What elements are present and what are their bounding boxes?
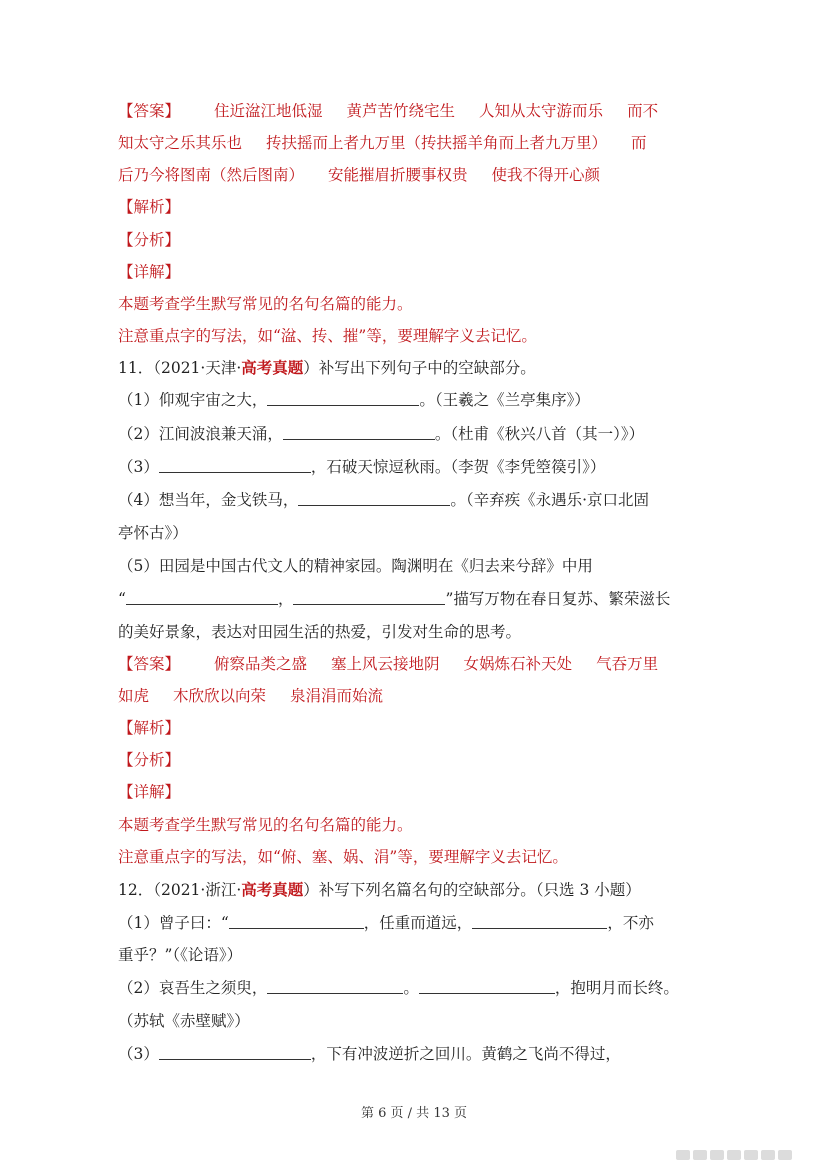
answer-text: 住近湓江地低湿 — [214, 102, 323, 120]
q11-item-3 — [118, 457, 716, 477]
item-text: ，不亦 — [607, 914, 654, 932]
fill-blank[interactable] — [159, 458, 311, 473]
q12-item-2 — [118, 978, 716, 998]
question-stem: ）补写下列名篇名句的空缺部分。（只选 3 小题） — [303, 881, 641, 899]
answer-text: 知太守之乐其乐也 — [118, 134, 243, 152]
item-text: （2）江间波浪兼天涌， — [118, 425, 283, 443]
answer-text: 气吞万里 — [596, 655, 659, 673]
answer-text: 后乃今将图南（然后图南） — [118, 166, 305, 184]
q12-item-1 — [118, 913, 716, 933]
item-text: （3） — [118, 458, 159, 476]
q11-item-5: （5）田园是中国古代文人的精神家园。陶渊明在《归去来兮辞》中用 — [118, 557, 593, 575]
answer-text: 使我不得开心颜 — [491, 166, 601, 184]
watermark — [676, 1145, 816, 1161]
source-badge: 高考真题 — [241, 880, 304, 899]
question-12-stem — [118, 880, 716, 900]
q12-item-1-cont: 重乎？”（《论语》） — [118, 946, 243, 964]
answer-tag: 【答案】 — [118, 655, 181, 673]
item-text: ”描写万物在春日复苏、繁荣滋长 — [445, 590, 671, 608]
breakdown-tag: 【分析】 — [118, 231, 181, 249]
item-text: （1）曾子曰：“ — [118, 914, 229, 932]
item-text: （4）想当年，金戈铁马， — [118, 491, 299, 509]
detail-tag: 【详解】 — [118, 263, 181, 281]
analysis-tag: 【解析】 — [118, 719, 181, 737]
answer-text: 而 — [631, 134, 647, 152]
item-text: ， — [277, 590, 294, 608]
item-text: （1）仰观宇宙之大， — [118, 391, 268, 409]
fill-blank[interactable] — [126, 590, 278, 605]
q11-answer-line-1 — [118, 654, 716, 674]
q11-item-5-cont — [118, 589, 716, 609]
q10-answer-line-2 — [118, 133, 716, 153]
answer-text: 人知从太守游而乐 — [479, 102, 604, 120]
source-badge: 高考真题 — [241, 358, 304, 377]
answer-tag: 【答案】 — [118, 102, 181, 120]
item-text: （3） — [118, 1045, 159, 1063]
fill-blank[interactable] — [472, 914, 607, 929]
answer-text: 而不 — [627, 102, 659, 120]
q12-item-2-cont: （苏轼《赤壁赋》） — [118, 1012, 250, 1030]
question-11-stem — [118, 358, 716, 378]
item-text: 。（杜甫《秋兴八首（其一）》） — [434, 425, 645, 443]
answer-text: 木欣欣以向荣 — [173, 687, 267, 705]
answer-text: 安能摧眉折腰事权贵 — [328, 166, 468, 184]
q10-answer-line-1 — [118, 101, 716, 121]
item-text: 。 — [403, 979, 419, 997]
answer-text: 黄芦苦竹绕宅生 — [346, 102, 456, 120]
answer-text: 抟扶摇而上者九万里（抟扶摇羊角而上者九万里） — [266, 134, 608, 152]
item-text: ，石破天惊逗秋雨。（李贺《李凭箜篌引》） — [310, 458, 606, 476]
fill-blank[interactable] — [159, 1045, 311, 1060]
analysis-tag: 【解析】 — [118, 198, 181, 216]
q12-item-3 — [118, 1044, 716, 1064]
fill-blank[interactable] — [298, 491, 450, 506]
fill-blank[interactable] — [293, 590, 445, 605]
detail-tag: 【详解】 — [118, 783, 181, 801]
question-number: 11．（2021·天津· — [118, 359, 242, 377]
explanation-text: 注意重点字的写法，如“湓、抟、摧”等，要理解字义去记忆。 — [118, 327, 537, 345]
answer-text: 如虎 — [118, 687, 150, 705]
question-number: 12．（2021·浙江· — [118, 881, 242, 899]
item-text: “ — [118, 590, 126, 608]
fill-blank[interactable] — [283, 425, 435, 440]
q11-item-2 — [118, 424, 716, 444]
page-footer: 第 6 页 / 共 13 页 — [361, 1106, 467, 1121]
q11-item-4-cont: 亭怀古》） — [118, 524, 188, 542]
fill-blank[interactable] — [229, 914, 364, 929]
question-stem: ）补写出下列句子中的空缺部分。 — [303, 359, 536, 377]
explanation-text: 注意重点字的写法，如“俯、塞、娲、涓”等，要理解字义去记忆。 — [118, 848, 568, 866]
answer-text: 俯察品类之盛 — [214, 655, 308, 673]
answer-text: 塞上风云接地阴 — [331, 655, 440, 673]
answer-text: 女娲炼石补天处 — [463, 655, 573, 673]
q11-item-5-end: 的美好景象，表达对田园生活的热爱，引发对生命的思考。 — [118, 623, 522, 641]
q11-item-1 — [118, 390, 716, 410]
fill-blank[interactable] — [419, 979, 555, 994]
item-text: 。（辛弃疾《永遇乐·京口北固 — [450, 491, 650, 509]
item-text: 。（王羲之《兰亭集序》） — [419, 391, 590, 409]
item-text: ，任重而道远， — [363, 914, 473, 932]
explanation-text: 本题考查学生默写常见的名句名篇的能力。 — [118, 816, 413, 834]
fill-blank[interactable] — [267, 979, 403, 994]
item-text: （2）哀吾生之须臾， — [118, 979, 268, 997]
q10-answer-line-3 — [118, 165, 716, 185]
fill-blank[interactable] — [267, 391, 419, 406]
q11-answer-line-2 — [118, 686, 716, 706]
answer-text: 泉涓涓而始流 — [290, 687, 384, 705]
explanation-text: 本题考查学生默写常见的名句名篇的能力。 — [118, 295, 413, 313]
item-text: ，抱明月而长终。 — [554, 979, 679, 997]
item-text: ，下有冲波逆折之回川。黄鹤之飞尚不得过， — [310, 1045, 621, 1063]
breakdown-tag: 【分析】 — [118, 751, 181, 769]
q11-item-4 — [118, 490, 716, 510]
